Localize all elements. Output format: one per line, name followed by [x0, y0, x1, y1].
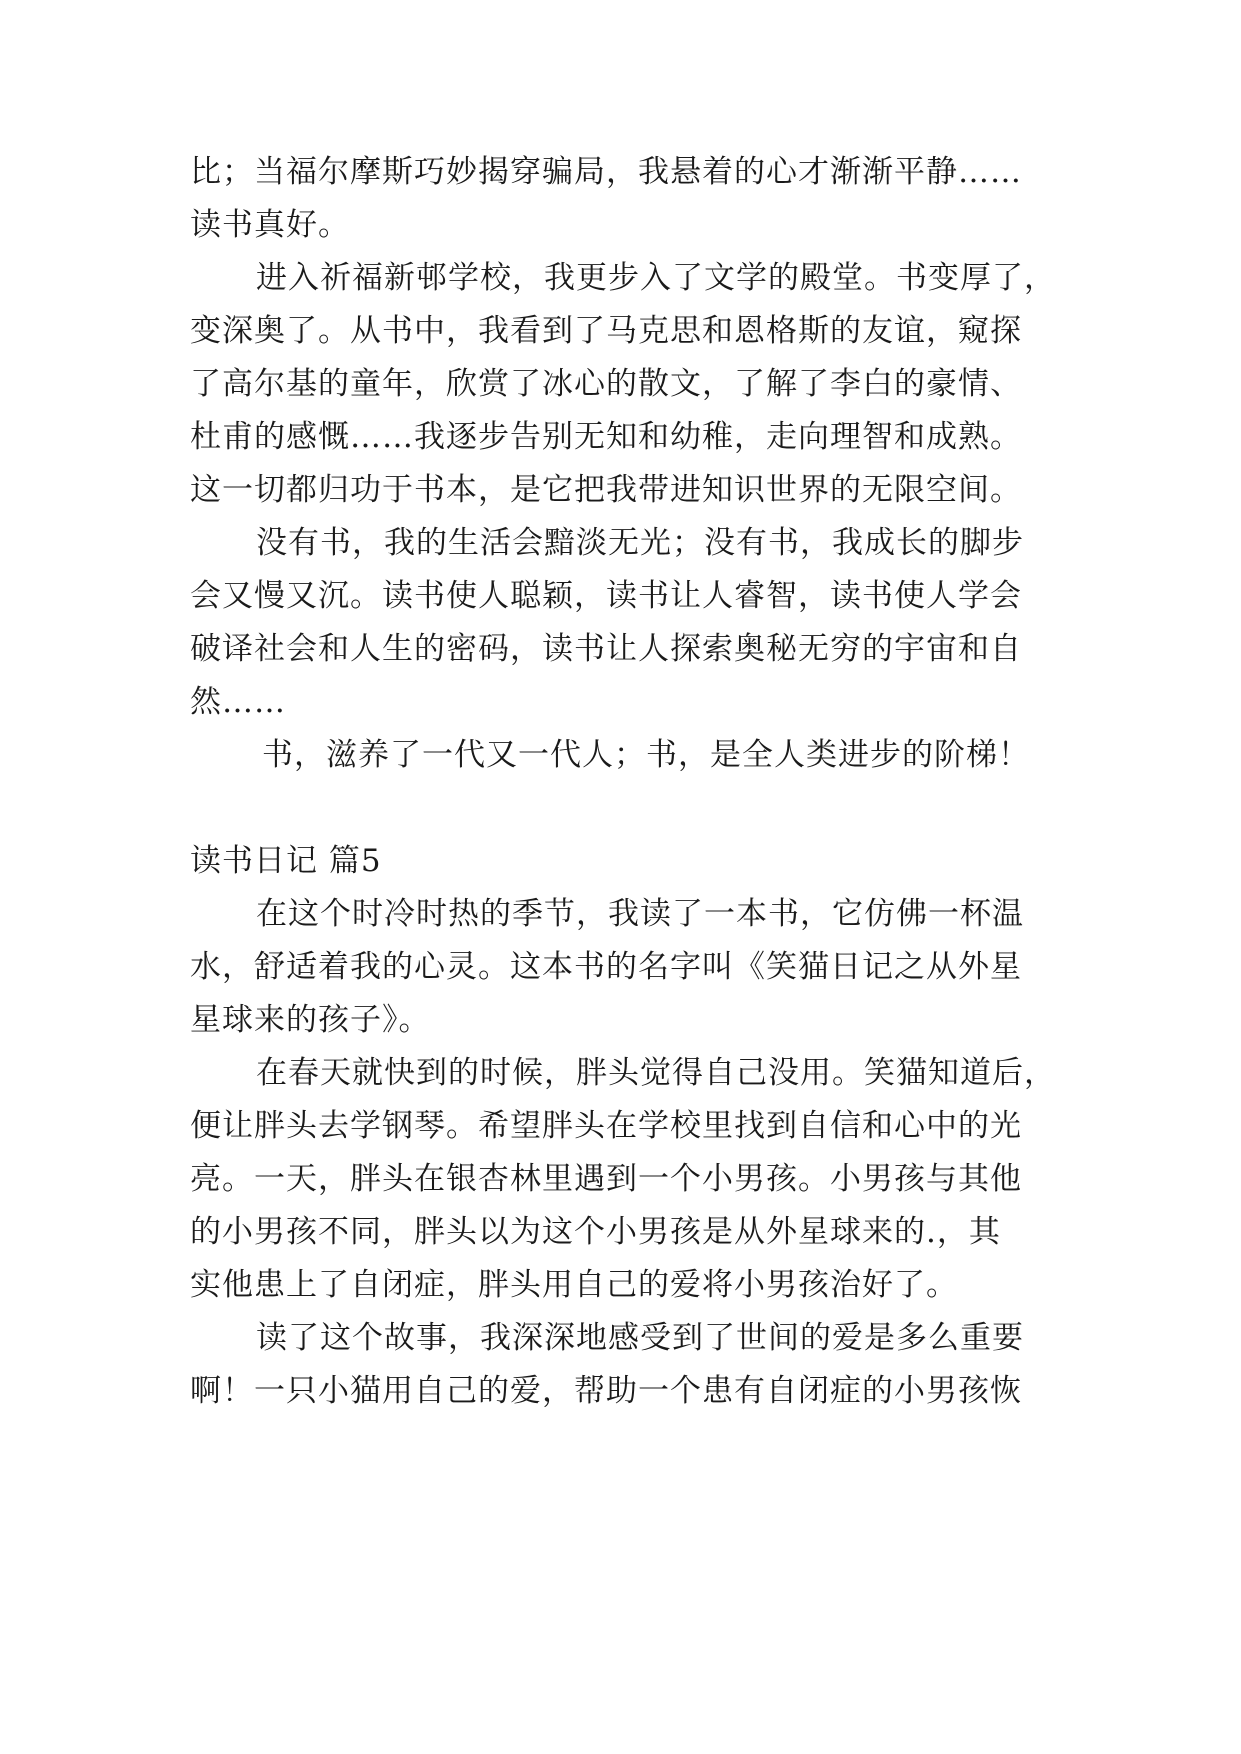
- text-line: 便让胖头去学钢琴。希望胖头在学校里找到自信和心中的光: [190, 1108, 1022, 1144]
- text-line: 杜甫的感慨……我逐步告别无知和幼稚，走向理智和成熟。: [190, 419, 1022, 455]
- text-line: 这一切都归功于书本，是它把我带进知识世界的无限空间。: [190, 472, 1022, 508]
- text-line: 了高尔基的童年，欣赏了冰心的散文，了解了李白的豪情、: [190, 366, 1022, 402]
- text-line: 破译社会和人生的密码，读书让人探索奥秘无穷的宇宙和自: [190, 631, 1022, 667]
- text-line: 亮。一天，胖头在银杏林里遇到一个小男孩。小男孩与其他: [190, 1161, 1022, 1197]
- text-line: 书，滋养了一代又一代人；书，是全人类进步的阶梯！: [262, 737, 1030, 773]
- text-line: 实他患上了自闭症，胖头用自己的爱将小男孩治好了。: [190, 1267, 958, 1303]
- text-line: 进入祈福新邨学校，我更步入了文学的殿堂。书变厚了，: [256, 260, 1056, 296]
- text-line: 的小男孩不同，胖头以为这个小男孩是从外星球来的.，其: [190, 1214, 1001, 1250]
- text-line: 比；当福尔摩斯巧妙揭穿骗局，我悬着的心才渐渐平静……: [190, 154, 1022, 190]
- text-line: 变深奥了。从书中，我看到了马克思和恩格斯的友谊，窥探: [190, 313, 1022, 349]
- text-line: 在这个时冷时热的季节，我读了一本书，它仿佛一杯温: [256, 896, 1024, 932]
- text-line: 读书真好。: [190, 207, 350, 243]
- text-line: 啊！一只小猫用自己的爱，帮助一个患有自闭症的小男孩恢: [190, 1373, 1022, 1409]
- text-line: 会又慢又沉。读书使人聪颖，读书让人睿智，读书使人学会: [190, 578, 1022, 614]
- text-line: 然……: [190, 684, 286, 720]
- text-line: 没有书，我的生活会黯淡无光；没有书，我成长的脚步: [256, 525, 1024, 561]
- text-line: 读了这个故事，我深深地感受到了世间的爱是多么重要: [256, 1320, 1024, 1356]
- text-line: 在春天就快到的时候，胖头觉得自己没用。笑猫知道后，: [256, 1055, 1056, 1091]
- section-heading: 读书日记 篇5: [190, 843, 382, 879]
- text-line: 星球来的孩子》。: [190, 1002, 431, 1038]
- text-line: 水，舒适着我的心灵。这本书的名字叫《笑猫日记之从外星: [190, 949, 1022, 985]
